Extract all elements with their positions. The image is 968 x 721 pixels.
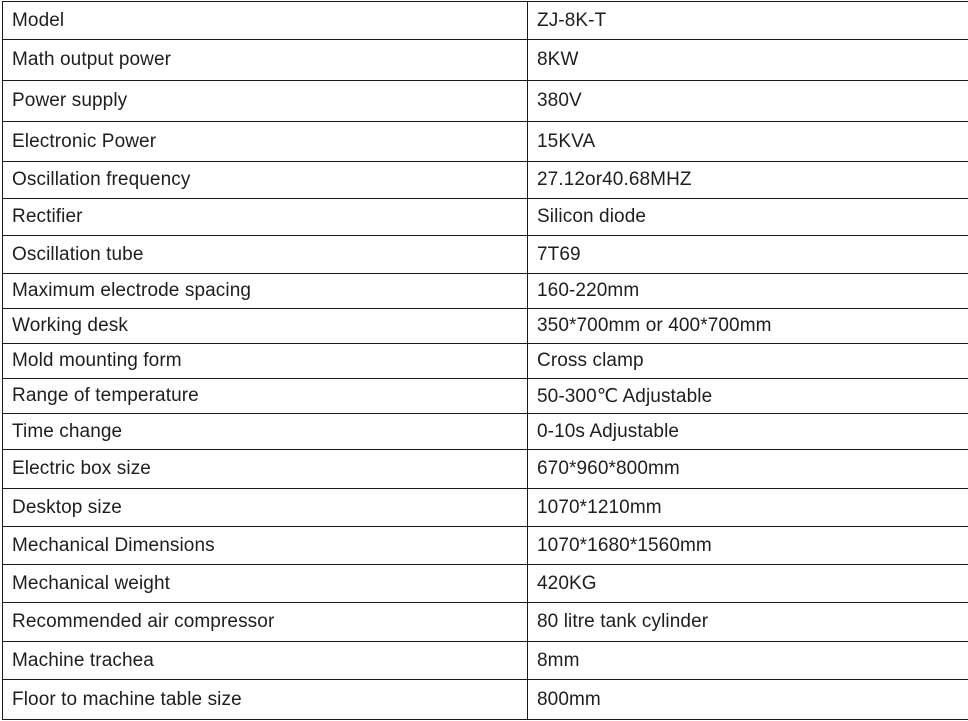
table-row (3, 489, 968, 527)
table-row (3, 40, 968, 81)
value-cell: 160-220mm (528, 274, 968, 309)
parameter-cell: Electric box size (3, 450, 528, 489)
table-row (3, 2, 968, 40)
parameter-cell: Mold mounting form (3, 344, 528, 379)
table-row (3, 274, 968, 309)
table-row (3, 344, 968, 379)
value-cell: 670*960*800mm (528, 450, 968, 489)
table-row (3, 642, 968, 680)
value-cell: Cross clamp (528, 344, 968, 379)
value-cell: 8mm (528, 642, 968, 680)
parameter-cell: Oscillation frequency (3, 162, 528, 199)
value-cell: 0-10s Adjustable (528, 414, 968, 450)
parameter-cell: Desktop size (3, 489, 528, 527)
value-cell: 15KVA (528, 122, 968, 162)
parameter-cell: Machine trachea (3, 642, 528, 680)
value-cell: ZJ-8K-T (528, 2, 968, 40)
table-row (3, 450, 968, 489)
value-cell: 8KW (528, 40, 968, 81)
value-cell: 50-300℃ Adjustable (528, 379, 968, 414)
value-cell: 1070*1210mm (528, 489, 968, 527)
table-row (3, 309, 968, 344)
parameter-cell: Electronic Power (3, 122, 528, 162)
spec-table-body (3, 2, 968, 720)
spec-table (2, 1, 968, 720)
parameter-cell: Math output power (3, 40, 528, 81)
parameter-cell: Mechanical weight (3, 565, 528, 603)
value-cell: 7T69 (528, 236, 968, 274)
value-cell: 800mm (528, 680, 968, 720)
parameter-cell: Mechanical Dimensions (3, 527, 528, 565)
value-cell: 420KG (528, 565, 968, 603)
table-row (3, 527, 968, 565)
table-row (3, 162, 968, 199)
table-row (3, 236, 968, 274)
parameter-cell: Model (3, 2, 528, 40)
value-cell: 80 litre tank cylinder (528, 603, 968, 642)
table-row (3, 199, 968, 236)
parameter-cell: Working desk (3, 309, 528, 344)
value-cell: 1070*1680*1560mm (528, 527, 968, 565)
value-cell: 27.12or40.68MHZ (528, 162, 968, 199)
parameter-cell: Time change (3, 414, 528, 450)
table-row (3, 81, 968, 122)
parameter-cell: Oscillation tube (3, 236, 528, 274)
parameter-cell: Range of temperature (3, 379, 528, 414)
table-row (3, 379, 968, 414)
parameter-cell: Maximum electrode spacing (3, 274, 528, 309)
parameter-cell: Recommended air compressor (3, 603, 528, 642)
value-cell: 350*700mm or 400*700mm (528, 309, 968, 344)
parameter-cell: Power supply (3, 81, 528, 122)
table-row (3, 603, 968, 642)
table-row (3, 122, 968, 162)
table-row (3, 680, 968, 720)
table-row (3, 565, 968, 603)
table-row (3, 414, 968, 450)
parameter-cell: Floor to machine table size (3, 680, 528, 720)
value-cell: Silicon diode (528, 199, 968, 236)
parameter-cell: Rectifier (3, 199, 528, 236)
value-cell: 380V (528, 81, 968, 122)
